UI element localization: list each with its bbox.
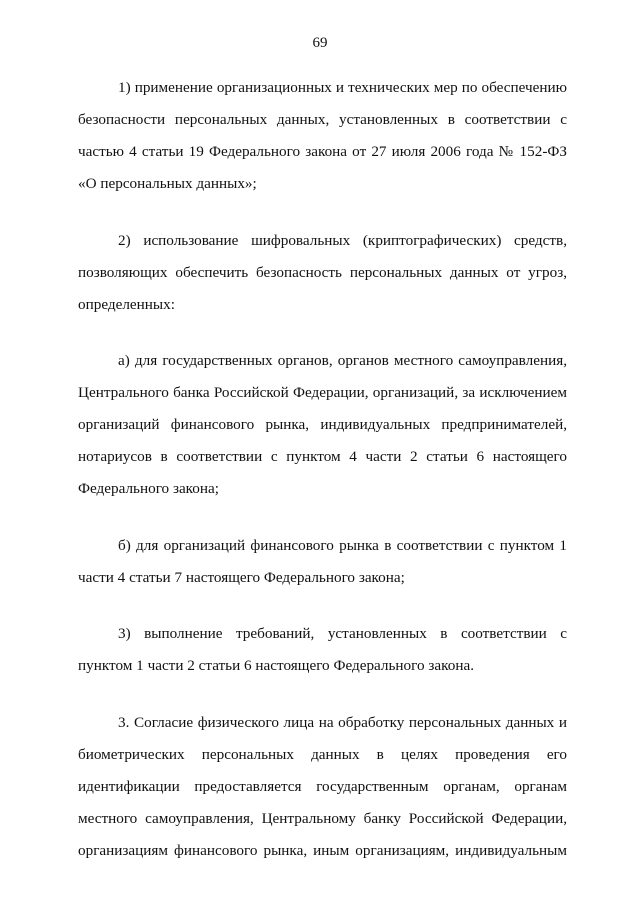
document-body	[78, 72, 567, 891]
text-line: идентификации предоставляется государственным органам, органам	[78, 777, 567, 795]
text-line: Центрального банка Российской Федерации, организаций, за исключением	[78, 384, 567, 401]
text-line: 2) использование шифровальных (криптографических) средств,	[118, 231, 567, 249]
text-line: местного самоуправления, Центральному банку Российской Федерации,	[78, 809, 567, 827]
text-line: «О персональных данных»;	[78, 175, 257, 192]
text-line: безопасности персональных данных, установленных в соответствии с	[78, 111, 567, 128]
paragraph-3	[78, 618, 567, 682]
text-line: позволяющих обеспечить безопасность персональных данных от угроз,	[78, 263, 567, 281]
text-line: нотариусов в соответствии с пунктом 4 части 2 статьи 6 настоящего	[78, 448, 567, 465]
paragraph-section-3	[78, 707, 567, 867]
paragraph-2a	[78, 345, 567, 505]
text-line: организациям финансового рынка, иным организациям, индивидуальным	[78, 841, 567, 859]
text-line: определенных:	[78, 295, 175, 313]
text-line: б) для организаций финансового рынка в соответствии с пунктом 1	[118, 536, 567, 554]
text-line: пунктом 1 части 2 статьи 6 настоящего Федерального закона.	[78, 657, 474, 674]
text-line: 3. Согласие физического лица на обработку персональных данных и	[118, 713, 567, 731]
text-line: а) для государственных органов, органов местного самоуправления,	[118, 352, 567, 369]
text-line: Федерального закона;	[78, 480, 219, 497]
text-line: частью 4 статьи 19 Федерального закона от 27 июля 2006 года № 152-ФЗ	[78, 143, 567, 160]
paragraph-2	[78, 225, 567, 321]
paragraph-2b	[78, 530, 567, 594]
paragraph-1	[78, 72, 567, 200]
text-line: организаций финансового рынка, индивидуальных предпринимателей,	[78, 416, 567, 433]
text-line: биометрических персональных данных в целях проведения его	[78, 745, 567, 763]
text-line: 1) применение организационных и технических мер по обеспечению	[118, 79, 567, 96]
text-line: части 4 статьи 7 настоящего Федерального закона;	[78, 568, 405, 586]
page-number: 69	[312, 35, 328, 51]
text-line: 3) выполнение требований, установленных в соответствии с	[118, 625, 567, 642]
